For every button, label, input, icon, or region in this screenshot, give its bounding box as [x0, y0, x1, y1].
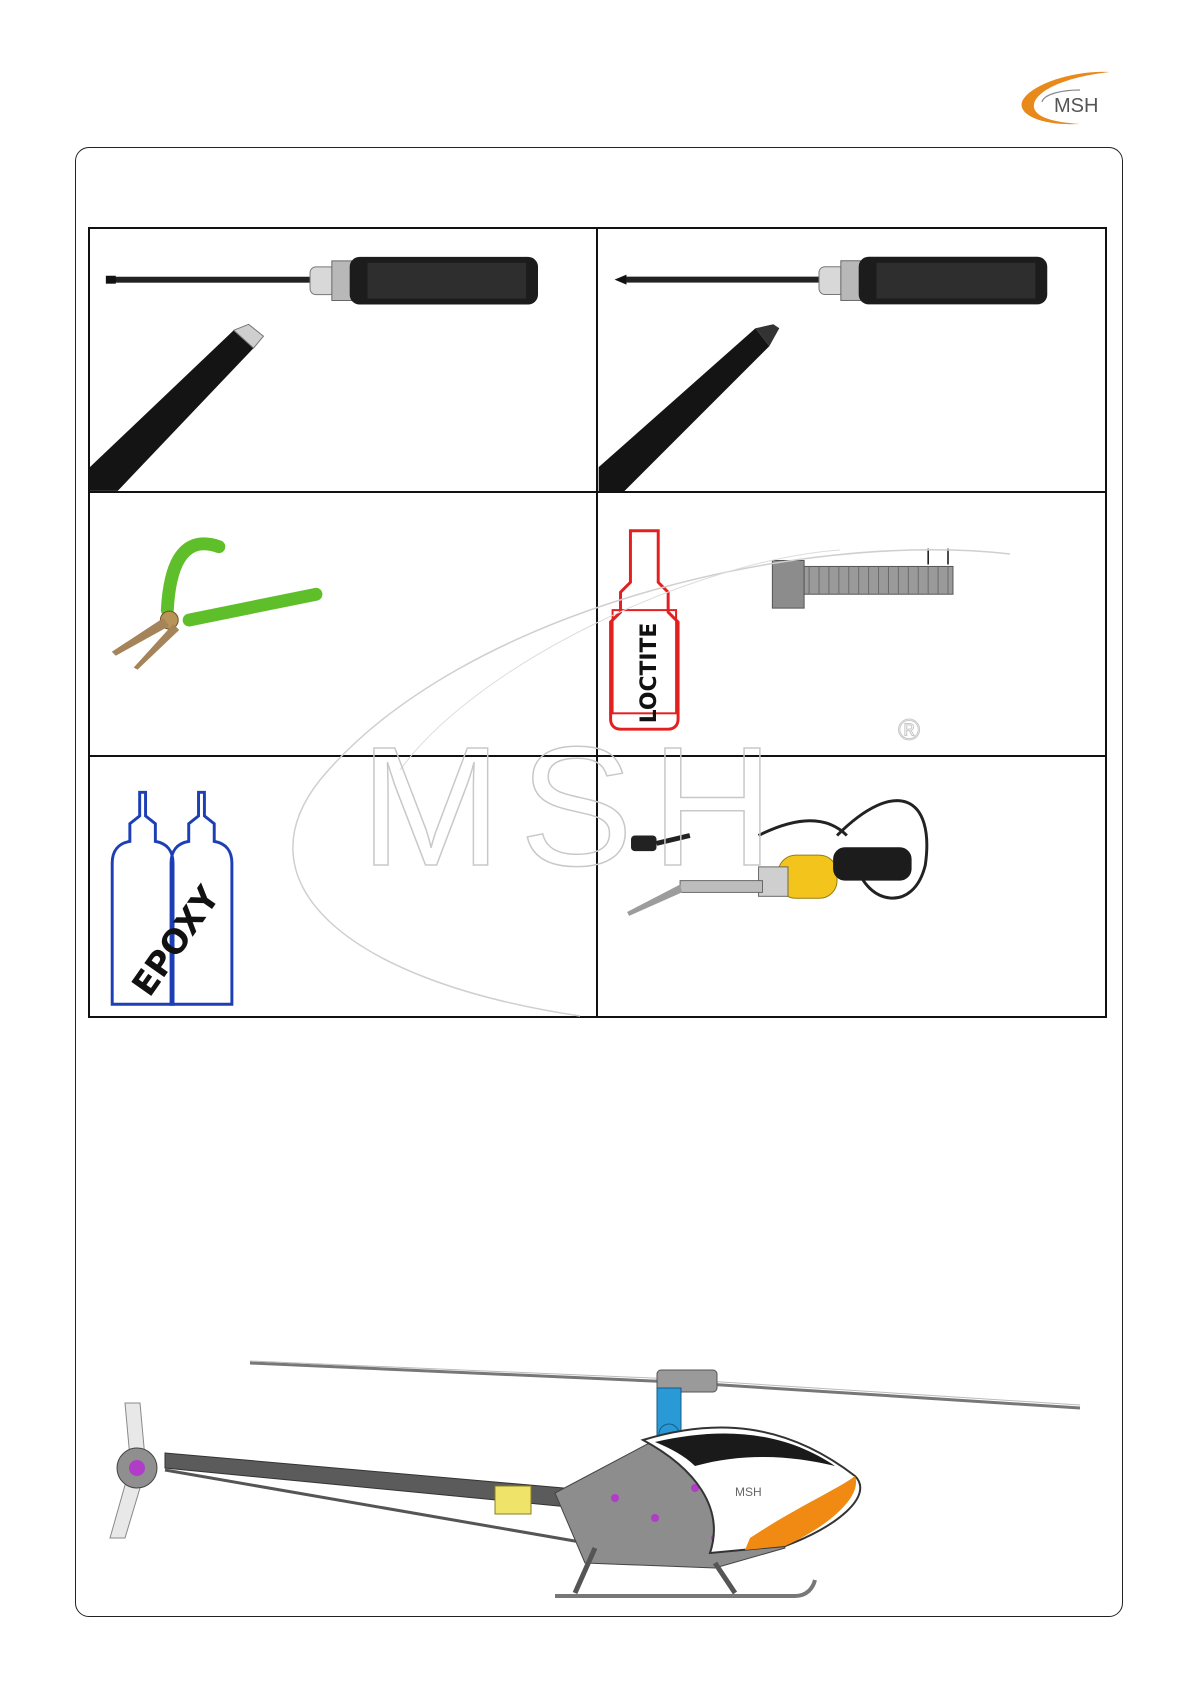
helicopter-illustration	[95, 1348, 1095, 1613]
logo-text: MSH	[1054, 95, 1099, 117]
tool-cell-phillips-driver	[598, 229, 1106, 493]
msh-logo	[1010, 68, 1128, 128]
watermark-mark: ®	[898, 714, 921, 747]
loctite-label: LOCTITE	[636, 622, 662, 724]
watermark-text: MSH	[360, 712, 792, 902]
phillips-screwdriver-icon	[598, 229, 1106, 491]
msh-watermark	[280, 540, 1020, 1080]
hex-screwdriver-icon	[90, 229, 596, 491]
tool-cell-hex-driver	[90, 229, 598, 493]
epoxy-label: EPOXY	[124, 878, 228, 1003]
svg-text:MSH: MSH	[735, 1485, 762, 1499]
